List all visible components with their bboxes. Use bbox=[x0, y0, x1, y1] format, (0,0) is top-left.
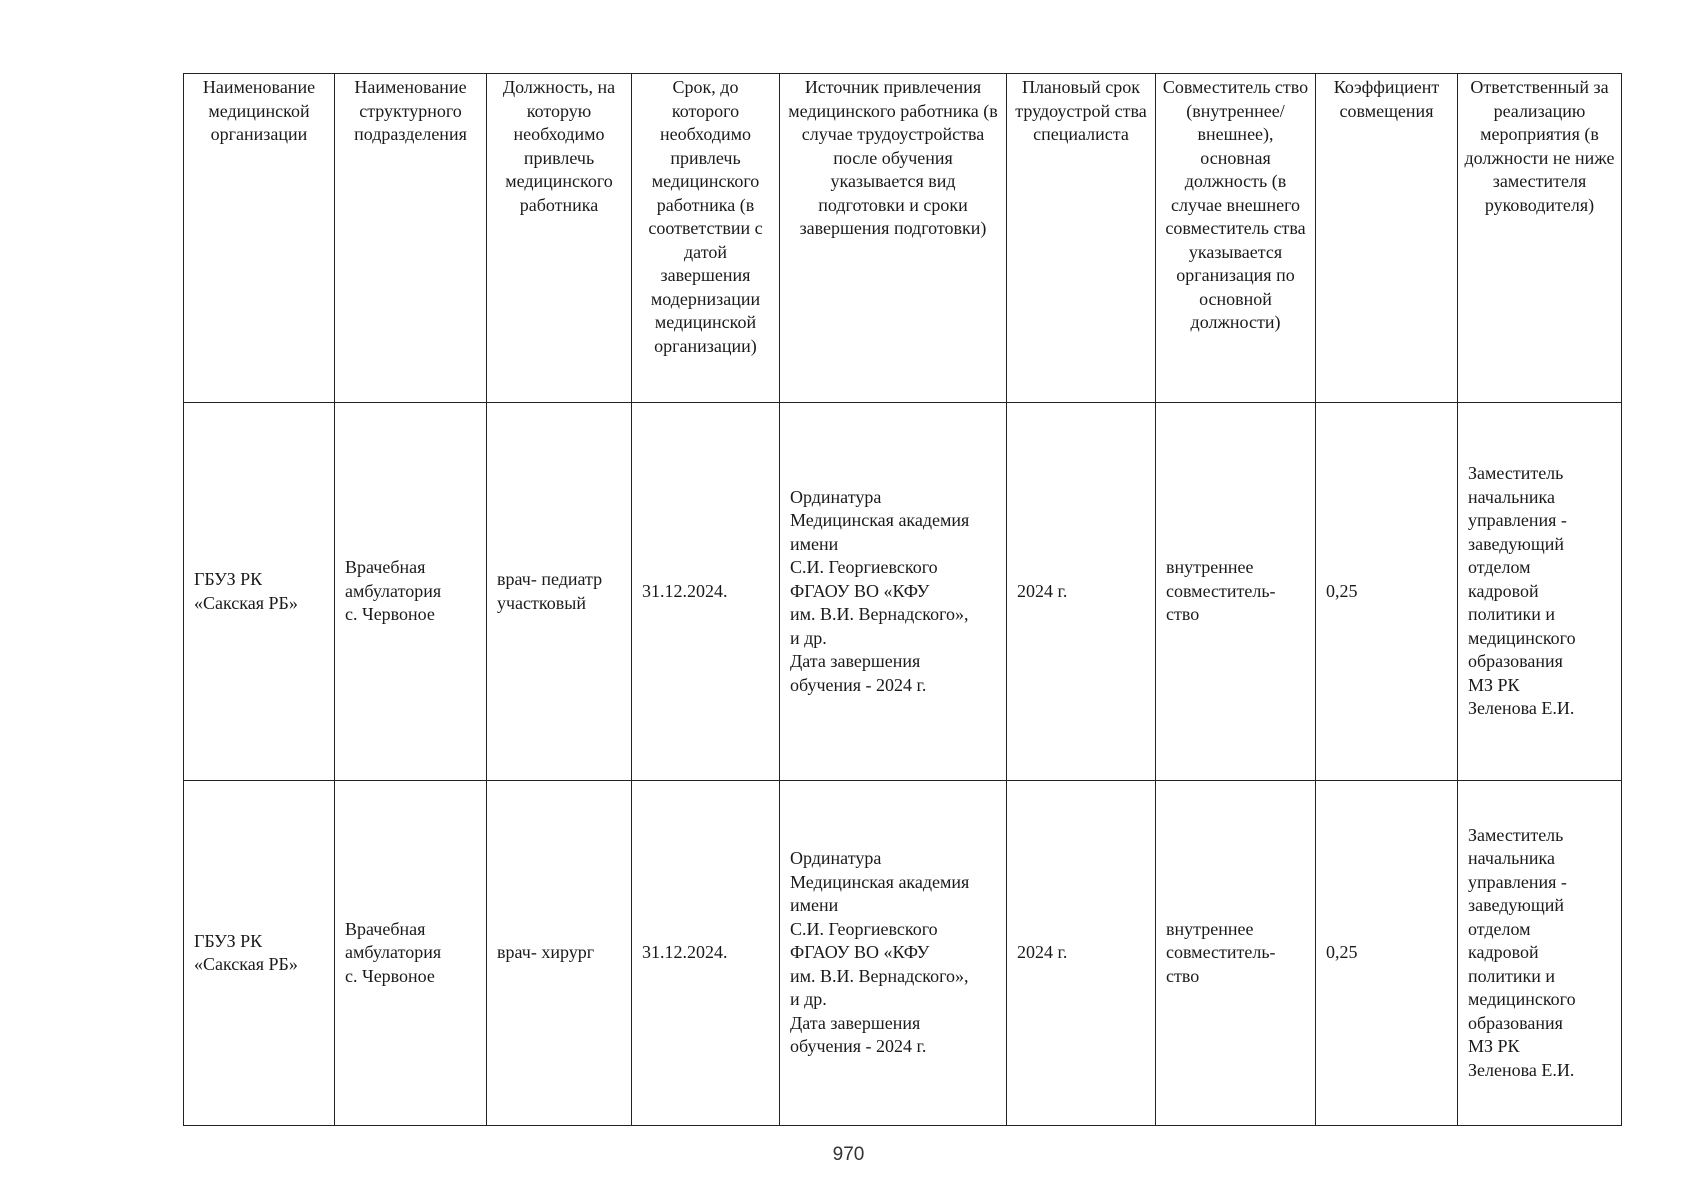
cell-deadline: 31.12.2024. bbox=[632, 781, 780, 1126]
cell-organization: ГБУЗ РК «Сакская РБ» bbox=[184, 781, 335, 1126]
cell-deadline: 31.12.2024. bbox=[632, 403, 780, 781]
page-number: 970 bbox=[832, 1144, 865, 1165]
cell-combination: внутреннее совместитель- ство bbox=[1156, 403, 1316, 781]
header-combination: Совместитель ство (внутреннее/ внешнее), основная должность (в случае внешнего совместитель ства указывается организация по основной должности) bbox=[1156, 74, 1316, 403]
header-subdivision: Наименование структурного подразделения bbox=[335, 74, 487, 403]
cell-coefficient: 0,25 bbox=[1316, 403, 1458, 781]
table-row bbox=[184, 781, 1622, 1126]
cell-planned-date: 2024 г. bbox=[1007, 781, 1156, 1126]
cell-position: врач- педиатр участковый bbox=[487, 403, 632, 781]
cell-coefficient: 0,25 bbox=[1316, 781, 1458, 1126]
header-coefficient: Коэффициент совмещения bbox=[1316, 74, 1458, 403]
cell-combination: внутреннее совместитель- ство bbox=[1156, 781, 1316, 1126]
cell-planned-date: 2024 г. bbox=[1007, 403, 1156, 781]
table-header-row bbox=[184, 74, 1622, 403]
cell-subdivision: Врачебная амбулатория с. Червоное bbox=[335, 781, 487, 1126]
table-row bbox=[184, 403, 1622, 781]
cell-responsible: Заместитель начальника управления - заведующий отделом кадровой политики и медицинского образования МЗ РК Зеленова Е.И. bbox=[1458, 781, 1622, 1126]
cell-responsible: Заместитель начальника управления - заведующий отделом кадровой политики и медицинского образования МЗ РК Зеленова Е.И. bbox=[1458, 403, 1622, 781]
staffing-table bbox=[183, 73, 1622, 1126]
cell-source: Ординатура Медицинская академия имени С.И. Георгиевского ФГАОУ ВО «КФУ им. В.И. Вернадского», и др. Дата завершения обучения - 2024 г. bbox=[780, 781, 1007, 1126]
cell-position: врач- хирург bbox=[487, 781, 632, 1126]
cell-subdivision: Врачебная амбулатория с. Червоное bbox=[335, 403, 487, 781]
header-planned-date: Плановый срок трудоустрой ства специалиста bbox=[1007, 74, 1156, 403]
cell-organization: ГБУЗ РК «Сакская РБ» bbox=[184, 403, 335, 781]
cell-source: Ординатура Медицинская академия имени С.И. Георгиевского ФГАОУ ВО «КФУ им. В.И. Вернадского», и др. Дата завершения обучения - 2024 г. bbox=[780, 403, 1007, 781]
header-position: Должность, на которую необходимо привлечь медицинского работника bbox=[487, 74, 632, 403]
header-source: Источник привлечения медицинского работника (в случае трудоустройства после обучения указывается вид подготовки и сроки завершения подготовки) bbox=[780, 74, 1007, 403]
header-organization: Наименование медицинской организации bbox=[184, 74, 335, 403]
header-deadline: Срок, до которого необходимо привлечь медицинского работника (в соответствии с датой завершения модернизации медицинской организации) bbox=[632, 74, 780, 403]
header-responsible: Ответственный за реализацию мероприятия (в должности не ниже заместителя руководителя) bbox=[1458, 74, 1622, 403]
